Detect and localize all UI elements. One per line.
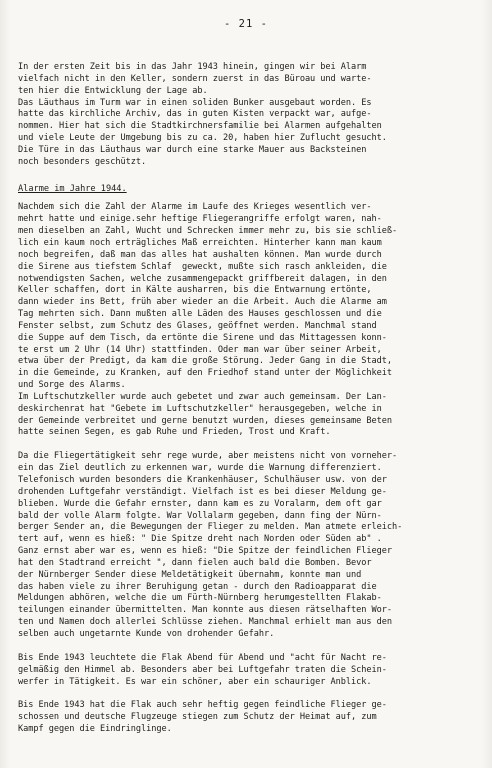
text-line: hatte das kirchliche Archiv, das in guten Kisten verpackt war, aufge- <box>18 109 372 120</box>
text-line: mehrt hatte und einige.sehr heftige Fliegerangriffe erfolgt waren, nah- <box>18 214 382 225</box>
text-line: men dieselben an Zahl, Wucht und Schrecken immer mehr zu, bis sie schließ- <box>18 226 398 237</box>
text-line: Nachdem sich die Zahl der Alarme im Laufe des Krieges wesentlich ver- <box>18 202 372 213</box>
text-line: die Suppe auf dem Tisch, da ertönte die Sirene und das Mittagessen konn- <box>18 332 387 343</box>
text-line: dann wieder ins Bett, früh aber wieder an die Arbeit. Auch die Alarme am <box>18 297 387 308</box>
paragraph-alarms <box>18 202 488 439</box>
text-line: Ganz ernst aber war es, wenn es hieß: "Die Spitze der feindlichen Flieger <box>18 546 393 557</box>
text-line: deskirchenrat hat "Gebete im Luftschutzkeller" herausgegeben, welche in <box>18 403 382 414</box>
text-line: blieben. Wurde die Gefahr ernster, dann kam es zu Voralarm, dem oft gar <box>18 498 382 509</box>
text-line: Die Türe in das Läuthaus war durch eine starke Mauer aus Backsteinen <box>18 144 367 155</box>
text-line: der Gemeinde verbreitet und gerne benutzt wurden, dieses gemeinsame Beten <box>18 415 393 426</box>
text-line: noch begreifen, daß man das alles hat aushalten können. Man wurde durch <box>18 249 382 260</box>
text-line: teilungen einander übermittelten. Man konnte aus diesen rätselhaften Wor- <box>18 605 393 616</box>
text-line: das haben viele zu ihrer Beruhigung getan - durch den Radioapparat die <box>18 581 377 592</box>
text-line: bald der volle Alarm folgte. War Vollalarm gegeben, dann fing der Nürn- <box>18 510 382 521</box>
text-line: tert auf, wenn es hieß: " Die Spitze dreht nach Norden oder Süden ab" . <box>18 534 382 545</box>
text-line: Bis Ende 1943 leuchtete die Flak Abend für Abend und "acht für Nacht re- <box>18 652 387 663</box>
text-line: Telefonisch wurden besonders die Krankenhäuser, Schulhäuser usw. von der <box>18 475 387 485</box>
text-line: Meldungen abhören, welche die um Fürth-Nürnberg herumgestellten Flakab- <box>18 593 382 604</box>
paragraph-searchlights <box>18 653 488 689</box>
text-line: die Sirene aus tiefstem Schlaf geweckt, mußte sich rasch ankleiden, die <box>18 261 387 272</box>
text-line: und viele Leute der Umgebung bis zu ca. 20, haben hier Zuflucht gesucht. <box>18 133 387 144</box>
text-line: notwendigsten Sachen, welche zusammengepackt griffbereit dalagen, in den <box>18 273 387 284</box>
text-line: lich ein kaum noch erträgliches Maß erreichten. Hinterher kann man kaum <box>18 237 382 248</box>
text-line: ten hier die Entwicklung der Lage ab. <box>18 85 208 96</box>
document-body <box>18 62 488 736</box>
text-line: drohenden Luftgefahr verständigt. Vielfach ist es bei dieser Meldung ge- <box>18 486 387 497</box>
text-line: werfer in Tätigkeit. Es war ein schöner, aber ein schauriger Anblick. <box>18 676 372 687</box>
page-number: - 21 - <box>224 18 268 30</box>
section-heading: Alarme im Jahre 1944. <box>18 183 127 194</box>
paragraph-flak <box>18 700 488 736</box>
text-line: hat den Stadtrand erreicht ", dann fielen auch bald die Bomben. Bevor <box>18 557 372 568</box>
text-line: der Nürnberger Sender diese Meldetätigkeit übernahm, konnte man und <box>18 569 362 580</box>
paragraph-bunker <box>18 62 488 169</box>
text-line: etwa über der Predigt, da kam die große Störung. Jeder Gang in die Stadt, <box>18 356 393 367</box>
text-line: schossen und deutsche Flugzeuge stiegen zum Schutz der Heimat auf, zum <box>18 712 377 723</box>
text-line: Bis Ende 1943 hat die Flak auch sehr heftig gegen feindliche Flieger ge- <box>18 700 387 711</box>
text-line: Keller schaffen, dort in Kälte ausharren, bis die Entwarnung ertönte, <box>18 285 372 296</box>
text-line: hatte seinen Segen, es gab Ruhe und Frieden, Trost und Kraft. <box>18 427 331 438</box>
text-line: und Sorge des Alarms. <box>18 380 126 391</box>
text-line: vielfach nicht in den Keller, sondern zuerst in das Büroau und warte- <box>18 73 372 84</box>
text-line: selben auch ungetarnte Kunde von drohender Gefahr. <box>18 628 275 639</box>
text-line: gelmäßig den Himmel ab. Besonders aber bei Luftgefahr traten die Schein- <box>18 664 387 675</box>
text-line: nommen. Hier hat sich die Stadtkirchnersfamilie bei Alarmen aufgehalten <box>18 121 382 132</box>
text-line: ten und Namen doch allerlei Schlüsse ziehen. Manchmal erhielt man aus den <box>18 617 393 628</box>
text-line: ein das Ziel deutlich zu erkennen war, wurde die Warnung differenziert. <box>18 463 382 474</box>
text-line: Da die Fliegertätigkeit sehr rege wurde, aber meistens nicht von vorneher- <box>18 451 398 462</box>
text-line: berger Sender an, die Bewegungen der Flieger zu melden. Man atmete erleich- <box>18 522 403 533</box>
text-line: in die Gemeinde, zu Kranken, auf den Friedhof stand unter der Möglichkeit <box>18 368 393 379</box>
text-line: Tag mehrten sich. Dann mußten alle Läden des Hauses geschlossen und die <box>18 309 382 320</box>
text-line: Fenster selbst, zum Schutz des Glases, geöffnet werden. Manchmal stand <box>18 320 377 331</box>
paragraph-warnings <box>18 451 488 641</box>
text-line: Kampf gegen die Eindringlinge. <box>18 724 172 735</box>
text-line: noch besonders geschützt. <box>18 156 147 167</box>
text-line: Das Läuthaus im Turm war in einen soliden Bunker ausgebaut worden. Es <box>18 97 372 108</box>
text-line: In der ersten Zeit bis in das Jahr 1943 hinein, gingen wir bei Alarm <box>18 62 367 72</box>
text-line: te erst um 2 Uhr (14 Uhr) stattfinden. Oder man war über seiner Arbeit, <box>18 344 382 355</box>
text-line: Im Luftschutzkeller wurde auch gebetet und zwar auch gemeinsam. Der Lan- <box>18 391 387 402</box>
